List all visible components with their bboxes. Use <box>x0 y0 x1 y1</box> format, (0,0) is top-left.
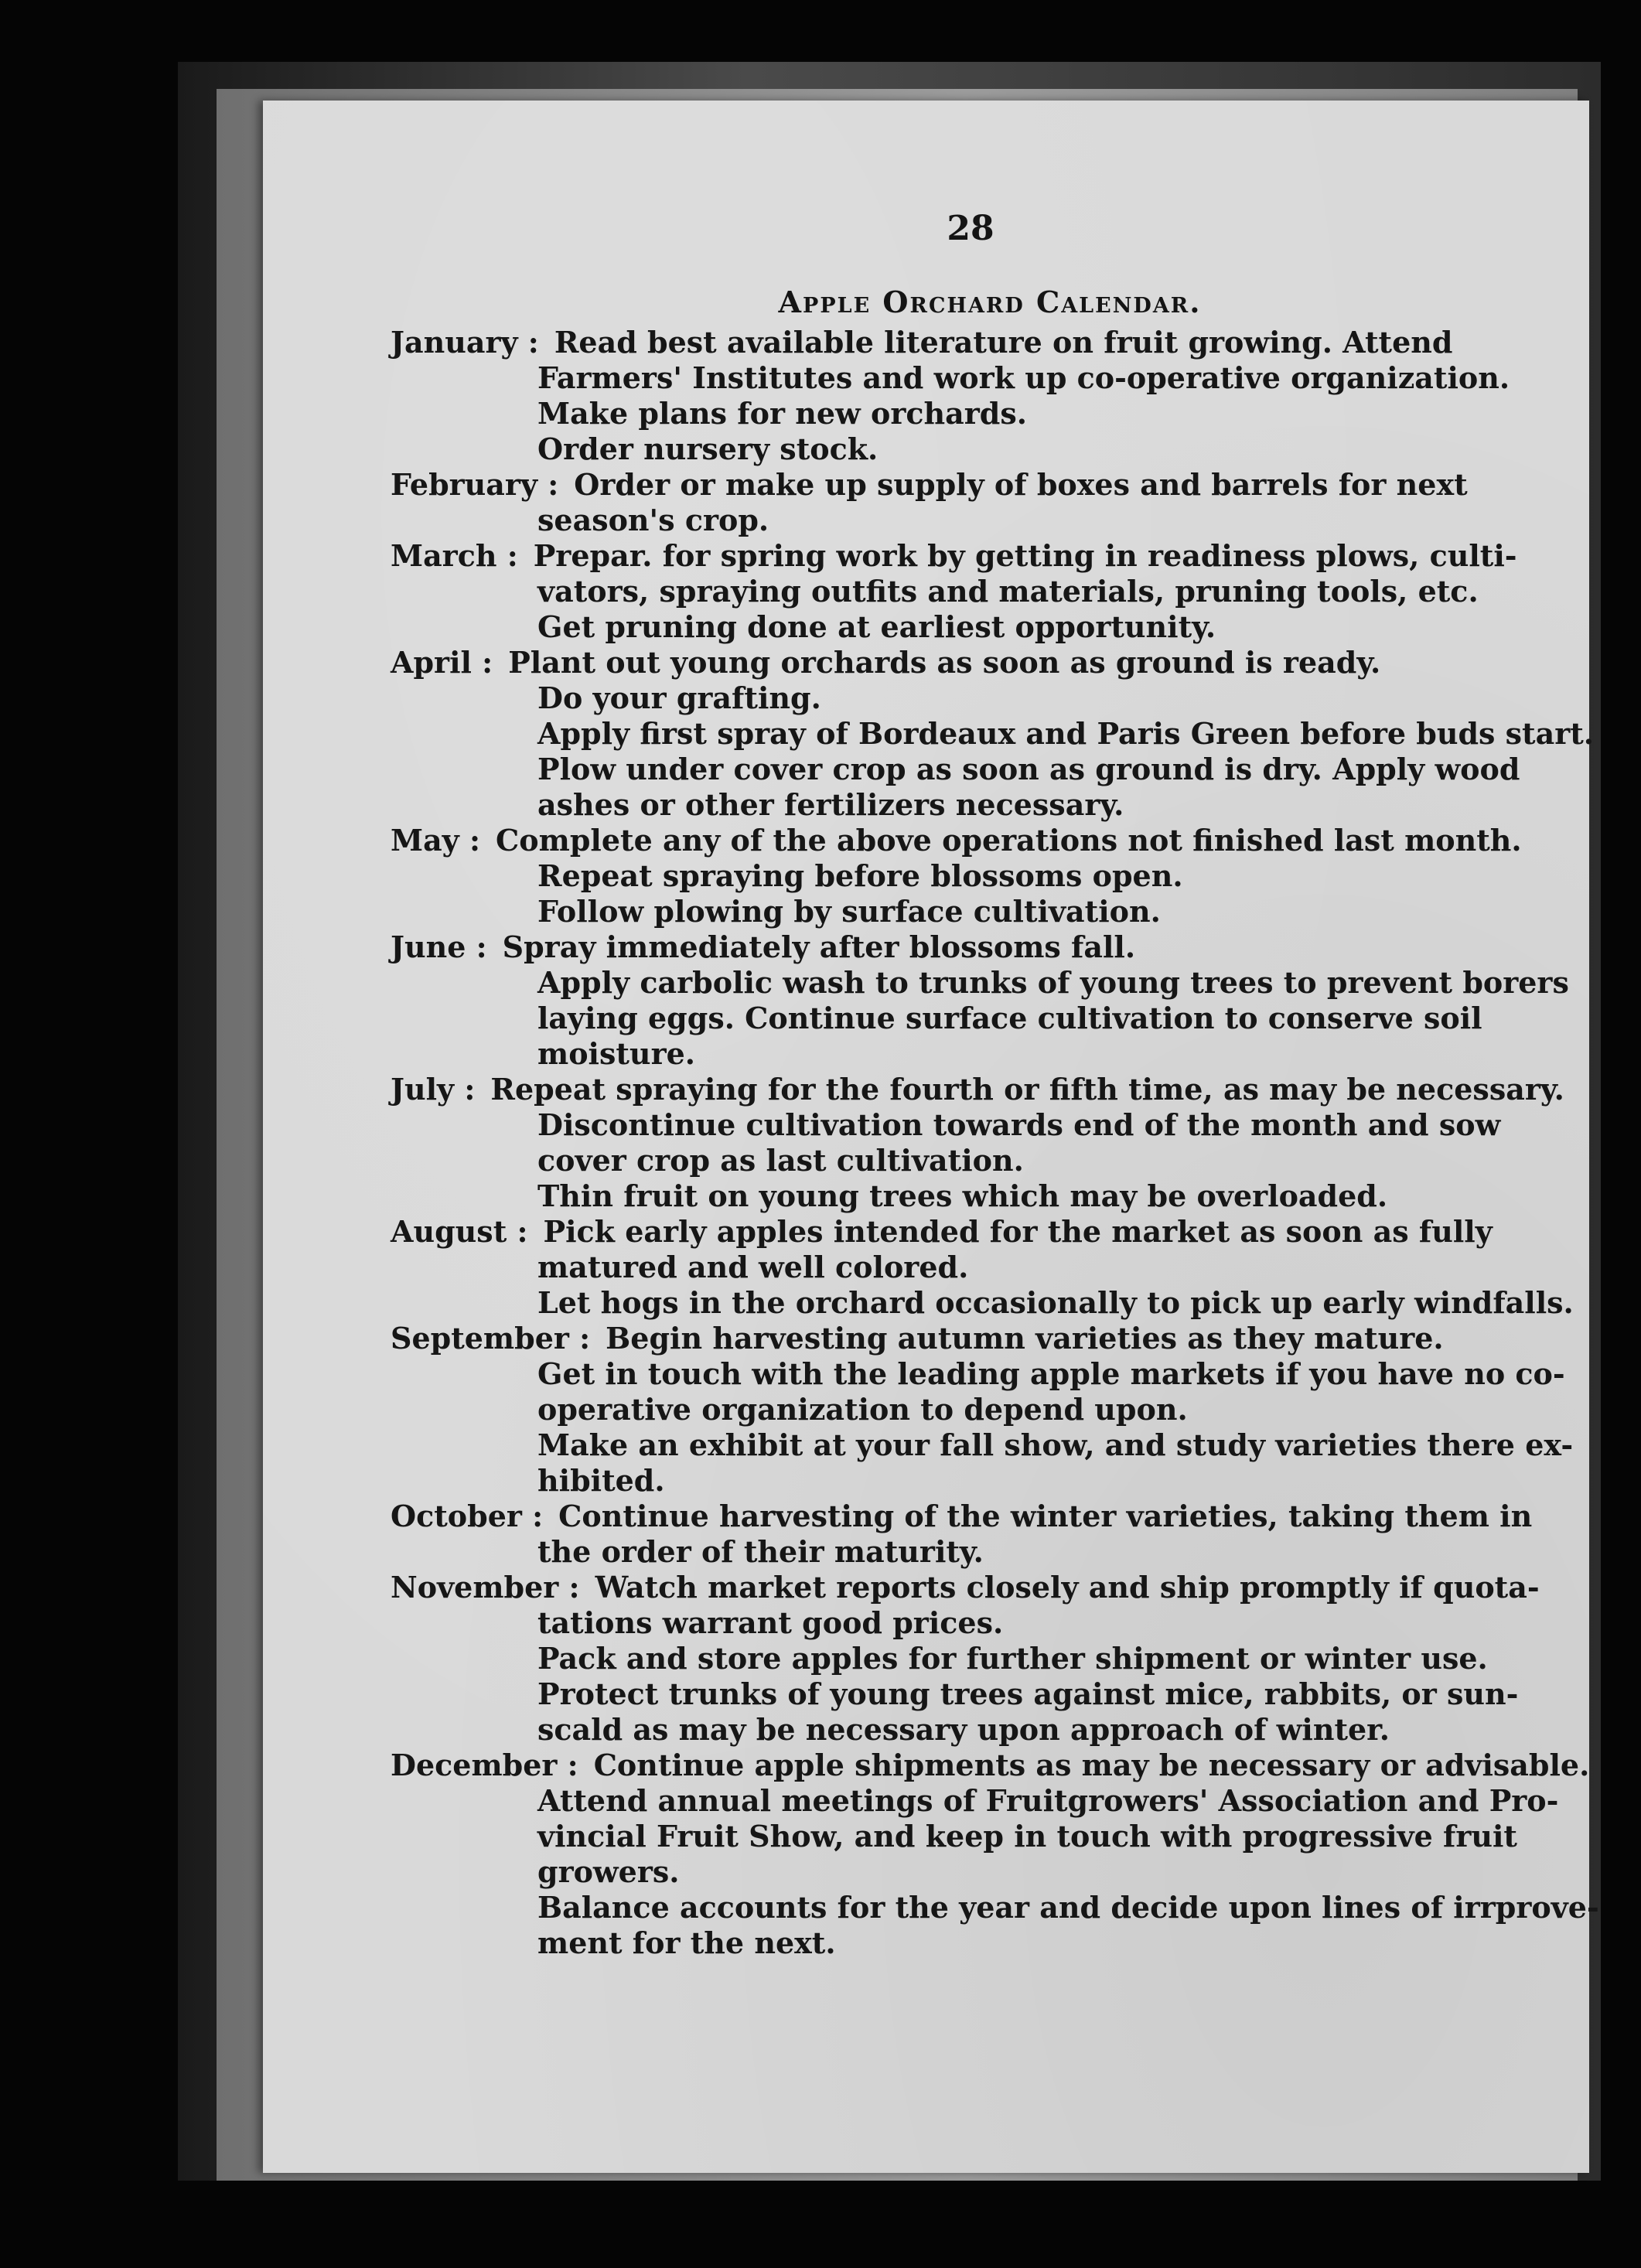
entry-text: Get in touch with the leading apple markets if you have no co- <box>537 1356 1565 1391</box>
month-label: December : <box>391 1748 578 1782</box>
entry-line <box>391 1463 1520 1499</box>
entry-text: Follow plowing by surface cultivation. <box>537 894 1161 929</box>
entry-line <box>391 538 1520 574</box>
entry-text: Spray immediately after blossoms fall. <box>502 929 1136 964</box>
entry-text: laying eggs. Continue surface cultivation to conserve soil <box>537 1001 1482 1035</box>
entry-text: ashes or other fertilizers necessary. <box>537 787 1124 822</box>
calendar-entry <box>391 1214 1574 1321</box>
entry-text: Get pruning done at earliest opportunity. <box>537 609 1216 644</box>
entry-line <box>391 752 1520 787</box>
entry-line <box>391 1214 1520 1250</box>
entry-line <box>391 574 1520 609</box>
month-label: March : <box>391 538 518 573</box>
calendar-entry <box>391 823 1520 929</box>
entry-text: Do your grafting. <box>537 680 821 715</box>
entry-line <box>391 360 1520 396</box>
entry-text: the order of their maturity. <box>537 1534 984 1569</box>
entry-text: Balance accounts for the year and decide upon lines of irrprove- <box>537 1890 1599 1925</box>
entry-text: Watch market reports closely and ship promptly if quota- <box>595 1570 1540 1605</box>
calendar-entry <box>391 1072 1564 1214</box>
entry-text: hibited. <box>537 1463 665 1498</box>
entry-text: Plant out young orchards as soon as ground is ready. <box>508 645 1381 680</box>
entry-text: Plow under cover crop as soon as ground is dry. Apply wood <box>537 752 1520 786</box>
entry-text: scald as may be necessary upon approach of winter. <box>537 1712 1390 1747</box>
entry-line <box>391 431 1520 467</box>
entry-text: vators, spraying outfits and materials, pruning tools, etc. <box>537 574 1479 609</box>
entry-line <box>391 1890 1599 1925</box>
month-label: April : <box>391 645 493 680</box>
entry-line <box>391 396 1520 431</box>
calendar-entries <box>391 325 1599 1961</box>
entry-line <box>391 1783 1559 1819</box>
entry-text: Continue apple shipments as may be necessary or advisable. <box>593 1748 1590 1782</box>
entry-line <box>391 1321 1520 1356</box>
entry-line <box>391 858 1520 894</box>
entry-text: Apply carbolic wash to trunks of young trees to prevent borers <box>537 965 1569 1000</box>
entry-line <box>391 680 1520 716</box>
entry-line <box>391 716 1595 752</box>
entry-text: Complete any of the above operations not finished last month. <box>496 823 1522 858</box>
entry-text: Attend annual meetings of Fruitgrowers' Association and Pro- <box>537 1783 1559 1818</box>
entry-line <box>391 929 1520 965</box>
entry-text: Let hogs in the orchard occasionally to pick up early windfalls. <box>537 1285 1574 1320</box>
entry-text: Make an exhibit at your fall show, and study varieties there ex- <box>537 1427 1574 1462</box>
month-label: July : <box>391 1072 476 1107</box>
entry-line <box>391 1499 1533 1534</box>
entry-text: Order nursery stock. <box>537 431 878 466</box>
entry-line <box>391 325 1520 360</box>
entry-text: Discontinue cultivation towards end of the month and sow <box>537 1107 1501 1142</box>
calendar-entry <box>391 1499 1533 1570</box>
entry-text: moisture. <box>537 1036 695 1071</box>
entry-line <box>391 645 1520 680</box>
page-title: Apple Orchard Calendar. <box>778 285 1202 319</box>
entry-text: vincial Fruit Show, and keep in touch with progressive fruit <box>537 1819 1517 1854</box>
entry-text: Prepar. for spring work by getting in readiness plows, culti- <box>533 538 1517 573</box>
entry-line <box>391 1676 1520 1712</box>
calendar-entry <box>391 467 1520 538</box>
calendar-entry <box>391 929 1569 1072</box>
entry-text: cover crop as last cultivation. <box>537 1143 1024 1178</box>
entry-line <box>391 1356 1565 1392</box>
entry-line <box>391 1427 1574 1463</box>
entry-line <box>391 1107 1520 1143</box>
calendar-entry <box>391 645 1595 823</box>
entry-text: Make plans for new orchards. <box>537 396 1027 431</box>
month-label: October : <box>391 1499 544 1533</box>
entry-text: Pick early apples intended for the market as soon as fully <box>543 1214 1493 1249</box>
calendar-entry <box>391 325 1520 467</box>
entry-line <box>391 965 1569 1001</box>
entry-text: growers. <box>537 1854 680 1889</box>
entry-line <box>391 1641 1520 1676</box>
page-number: 28 <box>947 209 994 248</box>
entry-text: tations warrant good prices. <box>537 1605 1004 1640</box>
month-label: August : <box>391 1214 528 1249</box>
month-label: November : <box>391 1570 580 1605</box>
entry-text: Pack and store apples for further shipment or winter use. <box>537 1641 1488 1676</box>
entry-text: Order or make up supply of boxes and barrels for next <box>574 467 1468 502</box>
entry-line <box>391 787 1520 823</box>
entry-line <box>391 1250 1520 1285</box>
calendar-entry <box>391 538 1520 645</box>
calendar-entry <box>391 1570 1540 1748</box>
entry-text: Repeat spraying for the fourth or fifth time, as may be necessary. <box>490 1072 1564 1107</box>
entry-line <box>391 467 1520 503</box>
entry-line <box>391 1036 1520 1072</box>
entry-line <box>391 1001 1520 1036</box>
entry-line <box>391 1748 1590 1783</box>
month-label: September : <box>391 1321 591 1356</box>
entry-line <box>391 823 1520 858</box>
entry-line <box>391 609 1520 645</box>
entry-line <box>391 1854 1520 1890</box>
entry-text: matured and well colored. <box>537 1250 969 1284</box>
entry-line <box>391 1605 1520 1641</box>
entry-line <box>391 1534 1520 1570</box>
entry-text: Begin harvesting autumn varieties as they mature. <box>606 1321 1444 1356</box>
entry-line <box>391 1819 1520 1854</box>
month-label: June : <box>391 929 487 964</box>
entry-line <box>391 1178 1520 1214</box>
entry-line <box>391 1143 1520 1178</box>
entry-text: Thin fruit on young trees which may be overloaded. <box>537 1178 1388 1213</box>
entry-text: Protect trunks of young trees against mice, rabbits, or sun- <box>537 1676 1519 1711</box>
calendar-entry <box>391 1748 1599 1961</box>
entry-text: Farmers' Institutes and work up co-operative organization. <box>537 360 1510 395</box>
entry-text: ment for the next. <box>537 1925 836 1960</box>
entry-line <box>391 1392 1520 1427</box>
entry-line <box>391 1925 1520 1961</box>
entry-text: operative organization to depend upon. <box>537 1392 1188 1427</box>
calendar-entry <box>391 1321 1574 1499</box>
month-label: January : <box>391 325 539 360</box>
entry-text: Apply first spray of Bordeaux and Paris Green before buds start. <box>537 716 1595 751</box>
entry-line <box>391 503 1520 538</box>
entry-line <box>391 1570 1540 1605</box>
entry-text: Continue harvesting of the winter varieties, taking them in <box>558 1499 1533 1533</box>
entry-text: Repeat spraying before blossoms open. <box>537 858 1183 893</box>
entry-line <box>391 1712 1520 1748</box>
entry-text: Read best available literature on fruit growing. Attend <box>554 325 1453 360</box>
entry-text: season's crop. <box>537 503 769 537</box>
entry-line <box>391 894 1520 929</box>
month-label: February : <box>391 467 559 502</box>
month-label: May : <box>391 823 481 858</box>
entry-line <box>391 1072 1564 1107</box>
entry-line <box>391 1285 1574 1321</box>
